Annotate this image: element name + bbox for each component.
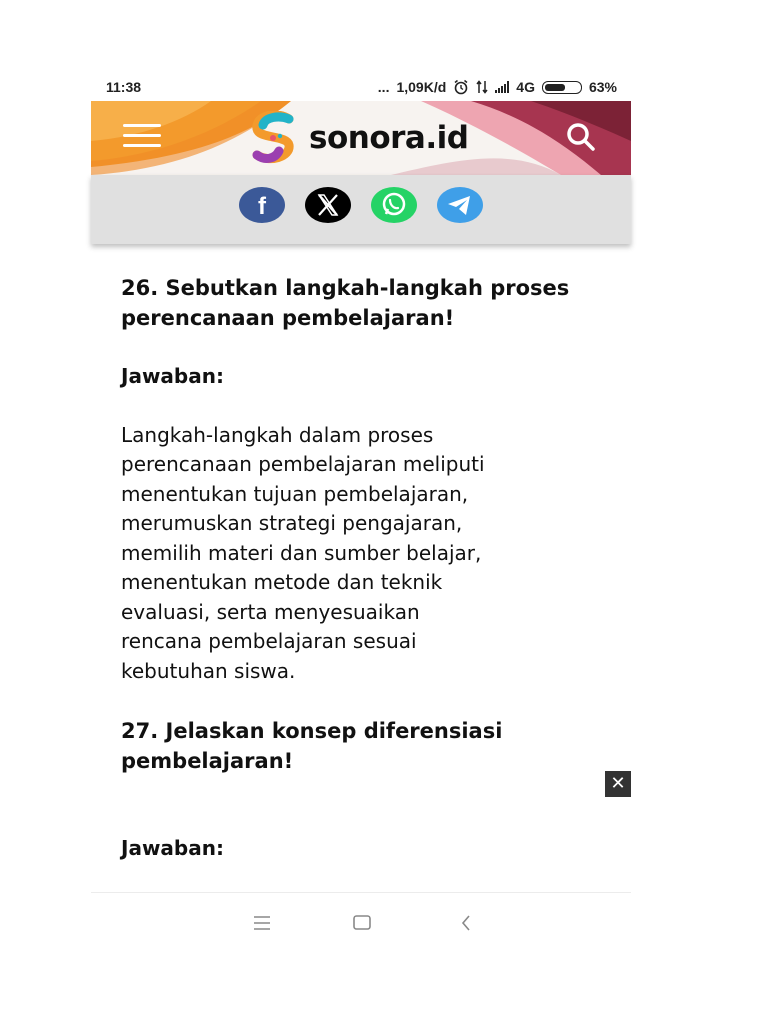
answer-26-line: memilih materi dan sumber belajar, bbox=[121, 540, 482, 565]
status-bar bbox=[91, 74, 631, 100]
battery-icon bbox=[542, 81, 582, 94]
telegram-icon bbox=[437, 187, 483, 223]
svg-text:f: f bbox=[258, 193, 266, 220]
whatsapp-icon bbox=[371, 187, 417, 223]
question-26-line-2: perencanaan pembelajaran! bbox=[121, 306, 455, 330]
x-share-button[interactable] bbox=[305, 187, 351, 223]
question-26-heading bbox=[121, 273, 621, 333]
whatsapp-share-button[interactable] bbox=[371, 187, 417, 223]
signal-icon bbox=[495, 81, 509, 93]
data-transfer-icon bbox=[476, 80, 488, 94]
question-26-line-1: 26. Sebutkan langkah-langkah proses bbox=[121, 276, 570, 300]
network-type: 4G bbox=[516, 79, 535, 95]
phone-screen bbox=[91, 0, 631, 1024]
question-27-heading bbox=[121, 716, 621, 776]
telegram-share-button[interactable] bbox=[437, 187, 483, 223]
alarm-icon bbox=[453, 79, 469, 95]
answer-26-line: merumuskan strategi pengajaran, bbox=[121, 511, 463, 535]
answer-26-line: rencana pembelajaran sesuai bbox=[121, 629, 417, 653]
status-dots: ... bbox=[377, 79, 390, 95]
answer-26-line: kebutuhan siswa. bbox=[121, 658, 296, 683]
facebook-share-button[interactable] bbox=[239, 187, 285, 223]
sonora-logo-icon bbox=[249, 111, 301, 165]
answer-26-line: Langkah-langkah dalam proses bbox=[121, 422, 434, 447]
menu-icon[interactable] bbox=[247, 911, 277, 935]
answer-26-paragraph bbox=[121, 421, 621, 687]
answer-26-line: evaluasi, serta menyesuaikan bbox=[121, 599, 420, 624]
battery-percent: 63% bbox=[588, 79, 617, 95]
facebook-icon bbox=[239, 187, 285, 223]
answer-26-line: menentukan tujuan pembelajaran, bbox=[121, 481, 469, 506]
close-ad-button[interactable]: ✕ bbox=[605, 771, 631, 797]
site-header bbox=[91, 101, 631, 175]
share-bar bbox=[91, 175, 631, 244]
answer-label-26: Jawaban: bbox=[121, 364, 224, 388]
answer-26-line: perencanaan pembelajaran meliputi bbox=[121, 452, 485, 476]
answer-label-27: Jawaban: bbox=[121, 836, 224, 860]
search-icon[interactable] bbox=[565, 121, 597, 153]
x-icon bbox=[305, 187, 351, 223]
home-icon[interactable] bbox=[347, 911, 377, 935]
hamburger-menu-icon[interactable] bbox=[123, 124, 161, 150]
article-body bbox=[121, 273, 621, 864]
answer-26-line: menentukan metode dan teknik bbox=[121, 570, 443, 594]
back-icon[interactable] bbox=[451, 911, 481, 935]
system-nav-bar bbox=[91, 892, 631, 953]
data-rate: 1,09K/d bbox=[396, 79, 447, 95]
question-27-line-2: pembelajaran! bbox=[121, 749, 294, 773]
question-27-line-1: 27. Jelaskan konsep diferensiasi bbox=[121, 719, 503, 743]
site-logo[interactable] bbox=[249, 111, 468, 165]
logo-wordmark: sonora.id bbox=[309, 120, 469, 156]
status-right bbox=[378, 79, 617, 95]
status-time: 11:38 bbox=[106, 79, 142, 95]
